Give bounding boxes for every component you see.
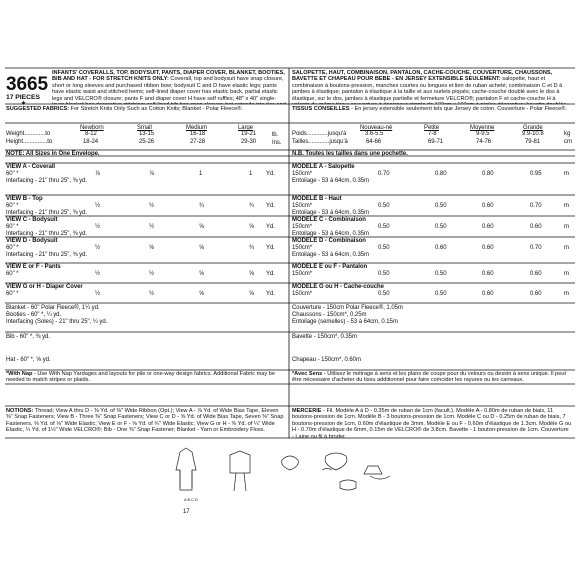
fr-view-yardage: 0.50	[435, 291, 447, 297]
illustration-caption: A B C D	[184, 497, 198, 502]
en-view-title: VIEW G or H - Diaper Cover	[6, 284, 83, 290]
en-view-yardage: ⅝	[199, 271, 204, 277]
en-notions: NOTIONS: Thread; View A thru D - ⅜ Yd. of ⅜" Wide Ribbon (Opt.); View A - ⅞ Yd. of Wide Bias Tape, Eleven ⅜" Snap Fasteners; View B - Three ⅜" Snap Fasteners; View C or D - ⅝ Yd. of Wide Bias Tape, Seven ⅜" Snap Fasteners, ⅝ Yd. of ⅛" Wide Elastic; View E or F - ⅝ Yd. of ¾" Wide Elastic; View G or H - ⅜ Yd. of ¼" Wide Elastic, ¼ Yd. of 1½" Wide VELCRO®; Bib - One ⅜" Snap Fastener; Blanket - Yarn or Embroidery Floss.	[6, 408, 284, 434]
en-view-yardage: Yd.	[266, 171, 275, 177]
en-view-yardage: ⅝	[199, 291, 204, 297]
en-view-interfacing: Interfacing - 21" thru 25", ⅜ yd.	[6, 210, 87, 216]
fr-view-title: MODELE A - Salopette	[292, 164, 355, 170]
en-view-interfacing: Interfacing - 21" thru 25", ⅜ yd.	[6, 231, 87, 237]
fr-view-yardage: 0.60	[482, 291, 494, 297]
pattern-envelope-back: 3665 17 PIECES ✦ INFANTS' COVERALLS, TOP, BODYSUIT, PANTS, DIAPER COVER, BLANKET, BOOTIES, BIB AND HAT - FOR STRETCH KNITS ONLY: Coverall, top and bodysuit have snap closure, short or long sleeves and purchased ribbon bow; bodysuit C and D have elastic legs; pants have elastic waist and stitched hems; self-lined diaper cover has elastic back, partial elastic legs and VELCRO® closure; pants F and diaper cover H have self ruffles; 48" x 40" single- SALOPETTE, HAUT, COMBINAISON, PANTALON, CACHE-COUCHE, COUVERTURE, CHAUSSONS, BAVETTE ET CHAPEAU POUR BEBE - EN JERSEY EXTENSIBLE SEULEMENT: salopette, haut et combinaison à boutons-pression, manches courtes ou longues et lien de ruban acheté; combinaison C et D à jambes à élastique; pantalon à élastique à la taille et aux ourlets piqués; cache-couche doublé avec le dos à élastique, sur le dos, jambes à élastique partielle et fermeture VELCRO®; pantalon F et cache-couche H à SUGGESTED FABRICS: For Stretch Knits Only Such as Cotton Knits; Blanket - Polar Fleece®. TISSUS CONSEILLES - En jersey extensible seulement tels que Jersey de coton. Couverture - Polar Fleece®. Newborn Small Medium Large lb. Weight.............to 8-12 13-15 16-18 19-21 Height...............to 18-24 25-26 27-28 29-30 Ins. Nouveau-né Petite Moyenne Grande kg Poids.............jusqu'à 3.6-5.5 7-8 9-9.5 9.9-10.8 Tailles.............jusqu'à 64-66 69-71 74-76 79-81 cm NOTE: All Sizes in One Envelope. N.B. Toutes les tailles dans une pochette. VIEW A - Coverall 60" * ⅞ ⅞ 1 1 Yd. Interfacing - 21" thru 25", ⅜ yd. VIEW B - Top 60" * ½ ½ ¾ ¾ Yd. Interfacing - 21" thru 25", ⅜ yd. VIEW C - Bodysuit 60" * ½ ½ ⅝ ⅝ Yd. Interfacing - 21" thru 25", ⅜ yd. VIEW D - Bodysuit 60" * ½ ⅝ ⅝ ¾ Yd. Interfacing - 21" thru 25", ⅜ yd. VIEW E or F - Pants 60" * ½ ½ ⅝ ⅝ Yd. VIEW G or H - Diaper Cover 60" * ½ ½ ⅝ ⅝ Yd. MODELE A - Salopette 150cm* 0.70 0.80 0.80 0.95 m Entoilage - 53 à 64cm, 0.35m MODELE B - Haut 150cm* 0.50 0.50 0.60 0.70 m Entoilage - 53 à 64cm, 0.35m MODELE C - Combinaison 150cm* 0.50 0.50 0.60 0.60 m Entoilage - 53 à 64cm, 0.35m MODELE D - Combinaison 150cm* 0.50 0.60 0.60 0.70 m Entoilage - 53 à 64cm, 0.35m MODELE E ou F - Pantalon 150cm* 0.50 0.50 0.60 0.60 m MODELE G ou H - Cache-couche 150cm* 0.50 0.50 0.60 0.60 m Blanket - 60" Polar Fleece®, 1¼ yd. Booties - 60" *, ¼ yd. Interfacing (Soles) - 21" thru 25", ¼ yd. Bib - 60" *, ⅜ yd. Hat - 60" *, ⅝ yd. Couverture - 150cm Polar Fleece®, 1.05m Chaussons - 150cm*, 0.25m Entoilage (semelles) - 53 à 64cm, 0.15m Bavette - 150cm*, 0.35m Chapeau - 150cm*, 0.60m *With Nap - Use With Nap Yardages and layouts for pile or one-way design fabrics. Additional Fabric may be needed to match stripes or plaids. *Avec Sens - Utilisez le métrage à sens et les plans de coupe pour du velours ou dessin à sens unique. Il peut être nécessaire d'acheter du tissu additionnel pour faire coïncider les rayures ou les carreaux. NOTIONS: Thread; View A thru D - ⅜ Yd. of ⅜" Wide Ribbon (Opt.); View A - ⅞ Yd. of Wide Bias Tape, Eleven ⅜" Snap Fasteners; View B - Three ⅜" Snap Fasteners; View C or D - ⅝ Yd. of Wide Bias Tape, Seven ⅜" Snap Fasteners, ⅝ Yd. of ⅛" Wide Elastic; View E or F - ⅝ Yd. of ¾" Wide Elastic; View G or H - ⅜ Yd. of ¼" Wide Elastic, ¼ Yd. of 1½" Wide VELCRO®; Bib - One ⅜" Snap Fastener; Blanket - Yarn or Embroidery Floss. MERCERIE - Fil. Modèle A à D - 0.35m de ruban de 1cm (facult.). Modèle A - 0.80m de ruban de biais, 11 boutons-pression de 1cm. Modèle B - 3 boutons-pression de 1cm. Modèle C ou D - 0.25m de ruban de biais, 7 boutons-pression de 1cm, 0.60m d'élastique de 3mm. Modèle E ou F - 0.60m d'élastique de 1.3cm. Modèle G ou H - 0.70m d'élastique de 6mm, 0.15m de VELCRO® de 3.8cm. Bavette - 1 bouton-pression de 1cm. Couverture - Laine ou fil à broder. A B C D 17	[0, 0, 580, 580]
fr-view-yardage: 0.60	[530, 271, 542, 277]
en-note: NOTE: All Sizes in One Envelope.	[6, 151, 100, 157]
pieces-count: 17 PIECES	[6, 94, 40, 101]
en-view-yardage: ½	[95, 271, 100, 277]
fr-view-fabric: 150cm*	[292, 271, 313, 277]
en-view-yardage: ⅝	[199, 245, 204, 251]
fr-desc: salopette, haut et combinaison à boutons-pression, manches courtes ou longues et lien de ruban acheté; combinaison C et D à jambes à élastique; pantalon à élastique à la taille et aux ourlets piqués; cache-couche doublé avec le dos à élastique, sur le dos, jambes à élastique partielle et fermeture VELCRO®; pantalon F et cache-couche H à	[292, 76, 563, 102]
en-booties-interfacing: Interfacing (Soles) - 21" thru 25", ¼ yd.	[6, 319, 108, 325]
en-suggested-fabrics: SUGGESTED FABRICS: For Stretch Knits Only Such as Cotton Knits; Blanket - Polar Fleece®.	[6, 106, 243, 112]
en-view-yardage: Yd.	[266, 224, 275, 230]
fr-view-yardage: 0.60	[482, 203, 494, 209]
en-booties: Booties - 60" *, ¼ yd.	[6, 312, 62, 318]
en-view-yardage: ⅝	[199, 224, 204, 230]
en-view-title: VIEW E or F - Pants	[6, 264, 61, 270]
fr-view-interfacing: Entoilage - 53 à 64cm, 0.35m	[292, 210, 369, 216]
en-view-yardage: ⅝	[249, 224, 254, 230]
fr-view-yardage: 0.70	[378, 171, 390, 177]
en-view-yardage: ½	[149, 203, 154, 209]
fr-view-yardage: 0.50	[378, 245, 390, 251]
en-view-title: VIEW D - Bodysuit	[6, 238, 58, 244]
page-mark: 17	[183, 509, 190, 515]
fr-view-yardage: m	[564, 203, 569, 209]
en-view-fabric: 60" *	[6, 245, 19, 251]
fr-view-yardage: m	[564, 224, 569, 230]
fr-view-yardage: 0.60	[435, 245, 447, 251]
en-view-yardage: ½	[95, 245, 100, 251]
fr-view-fabric: 150cm*	[292, 171, 313, 177]
en-view-fabric: 60" *	[6, 203, 19, 209]
en-view-yardage: Yd.	[266, 291, 275, 297]
en-title: INFANTS' COVERALLS, TOP, BODYSUIT, PANTS, DIAPER COVER, BLANKET, BOOTIES, BIB AND HAT - FOR STRETCH KNITS ONLY:	[52, 70, 285, 83]
en-view-yardage: ⅝	[149, 245, 154, 251]
en-view-interfacing: Interfacing - 21" thru 25", ⅜ yd.	[6, 178, 87, 184]
pattern-number: 3665	[6, 74, 49, 95]
fr-view-interfacing: Entoilage - 53 à 64cm, 0.35m	[292, 252, 369, 258]
en-view-title: VIEW B - Top	[6, 196, 43, 202]
en-view-fabric: 60" *	[6, 224, 19, 230]
fr-view-interfacing: Entoilage - 53 à 64cm, 0.35m	[292, 231, 369, 237]
en-view-yardage: ⅞	[95, 171, 100, 177]
fr-view-fabric: 150cm*	[292, 224, 313, 230]
fr-title: SALOPETTE, HAUT, COMBINAISON, PANTALON, CACHE-COUCHE, COUVERTURE, CHAUSSONS, BAVETTE ET CHAPEAU POUR BEBE - EN JERSEY EXTENSIBLE SEULEMENT:	[292, 70, 553, 83]
fr-view-yardage: 0.50	[435, 203, 447, 209]
en-view-yardage: Yd.	[266, 245, 275, 251]
en-bib: Bib - 60" *, ⅜ yd.	[6, 334, 50, 340]
cross-mark: ✦	[21, 101, 26, 107]
en-hat: Hat - 60" *, ⅝ yd.	[6, 357, 51, 363]
en-view-title: VIEW C - Bodysuit	[6, 217, 58, 223]
fr-view-title: MODELE G ou H - Cache-couche	[292, 284, 384, 290]
en-view-fabric: 60" *	[6, 271, 19, 277]
fr-tissus-conseilles: TISSUS CONSEILLES - En jersey extensible seulement tels que Jersey de coton. Couverture - Polar Fleece®.	[292, 106, 567, 112]
en-view-yardage: ⅝	[249, 291, 254, 297]
fr-view-fabric: 150cm*	[292, 245, 313, 251]
en-view-title: VIEW A - Coverall	[6, 164, 56, 170]
en-view-yardage: ¾	[249, 245, 254, 251]
en-blanket: Blanket - 60" Polar Fleece®, 1¼ yd.	[6, 305, 100, 311]
en-description	[52, 70, 286, 104]
fr-view-yardage: 0.50	[435, 271, 447, 277]
fr-view-yardage: 0.70	[530, 203, 542, 209]
en-view-yardage: ½	[149, 271, 154, 277]
en-view-yardage: ½	[149, 224, 154, 230]
fr-couverture: Couverture - 150cm Polar Fleece®, 1.05m	[292, 305, 403, 311]
fr-view-yardage: 0.60	[482, 224, 494, 230]
en-view-yardage: 1	[249, 171, 253, 177]
fr-view-title: MODELE C - Combinaison	[292, 217, 366, 223]
fr-view-yardage: 0.60	[482, 245, 494, 251]
en-view-yardage: 1	[199, 171, 203, 177]
fr-view-yardage: 0.50	[378, 271, 390, 277]
en-view-yardage: ¾	[199, 203, 204, 209]
en-desc: Coverall, top and bodysuit have snap closure, short or long sleeves and purchased ribbon bow; bodysuit C and D have elastic legs; pants have elastic waist and stitched hems; self-lined diaper cover has elastic back, partial elastic legs and VELCRO® closure; pants F and diaper cover H have self ruffles; 48" x 40" single-	[52, 76, 284, 102]
en-with-nap: *With Nap - Use With Nap Yardages and layouts for pile or one-way design fabrics. Additional Fabric may be needed to match stripes or plaids.	[6, 371, 275, 384]
garment-sketches	[176, 448, 390, 491]
en-view-yardage: Yd.	[266, 203, 275, 209]
fr-view-title: MODELE B - Haut	[292, 196, 342, 202]
fr-view-interfacing: Entoilage - 53 à 64cm, 0.35m	[292, 178, 369, 184]
fr-chaussons-entoilage: Entoilage (semelles) - 53 à 64cm, 0.15m	[292, 319, 398, 325]
fr-view-yardage: 0.60	[530, 291, 542, 297]
fr-view-fabric: 150cm*	[292, 291, 313, 297]
en-view-yardage: ½	[95, 203, 100, 209]
fr-view-yardage: 0.50	[378, 291, 390, 297]
fr-note: N.B. Toutes les tailles dans une pochette.	[292, 151, 408, 157]
fr-view-yardage: 0.60	[530, 224, 542, 230]
en-view-yardage: ¾	[249, 203, 254, 209]
fr-mercerie: MERCERIE - Fil. Modèle A à D - 0.35m de ruban de 1cm (facult.). Modèle A - 0.80m de ruban de biais, 11 boutons-pression de 1cm. Modèle B - 3 boutons-pression de 1cm. Modèle C ou D - 0.25m de ruban de biais, 7 boutons-pression de 1cm, 0.60m d'élastique de 3mm. Modèle E ou F - 0.60m d'élastique de 1.3cm. Modèle G ou H - 0.70m d'élastique de 6mm, 0.15m de VELCRO® de 3.8cm. Bavette - 1 bouton-pression de 1cm. Couverture - Laine ou fil à broder.	[292, 408, 572, 438]
en-view-yardage: ⅞	[149, 171, 154, 177]
en-view-yardage: ½	[95, 291, 100, 297]
en-view-yardage: ½	[95, 224, 100, 230]
en-view-yardage: Yd.	[266, 271, 275, 277]
fr-chapeau: Chapeau - 150cm*, 0.60m	[292, 357, 361, 363]
fr-view-yardage: 0.50	[435, 224, 447, 230]
en-view-yardage: ½	[149, 291, 154, 297]
en-view-interfacing: Interfacing - 21" thru 25", ⅜ yd.	[6, 252, 87, 258]
fr-bavette: Bavette - 150cm*, 0.35m	[292, 334, 357, 340]
fr-view-fabric: 150cm*	[292, 203, 313, 209]
fr-view-yardage: 0.60	[482, 271, 494, 277]
fr-avec-sens: *Avec Sens - Utilisez le métrage à sens et les plans de coupe pour du velours ou dessin à sens unique. Il peut être nécessaire d'acheter du tissu additionnel pour faire coïncider les rayures ou les carreaux.	[292, 371, 567, 384]
fr-view-yardage: 0.70	[530, 245, 542, 251]
fr-view-yardage: 0.80	[482, 171, 494, 177]
en-view-fabric: 60" *	[6, 291, 19, 297]
fr-view-yardage: 0.50	[378, 224, 390, 230]
fr-view-yardage: m	[564, 271, 569, 277]
fr-view-title: MODELE D - Combinaison	[292, 238, 366, 244]
fr-view-yardage: 0.95	[530, 171, 542, 177]
fr-view-title: MODELE E ou F - Pantalon	[292, 264, 368, 270]
en-view-fabric: 60" *	[6, 171, 19, 177]
fr-view-yardage: m	[564, 171, 569, 177]
fr-chaussons: Chaussons - 150cm*, 0.25m	[292, 312, 367, 318]
fr-view-yardage: m	[564, 245, 569, 251]
fr-view-yardage: 0.50	[378, 203, 390, 209]
fr-view-yardage: m	[564, 291, 569, 297]
fr-view-yardage: 0.80	[435, 171, 447, 177]
fr-description	[292, 70, 572, 104]
en-view-yardage: ⅝	[249, 271, 254, 277]
